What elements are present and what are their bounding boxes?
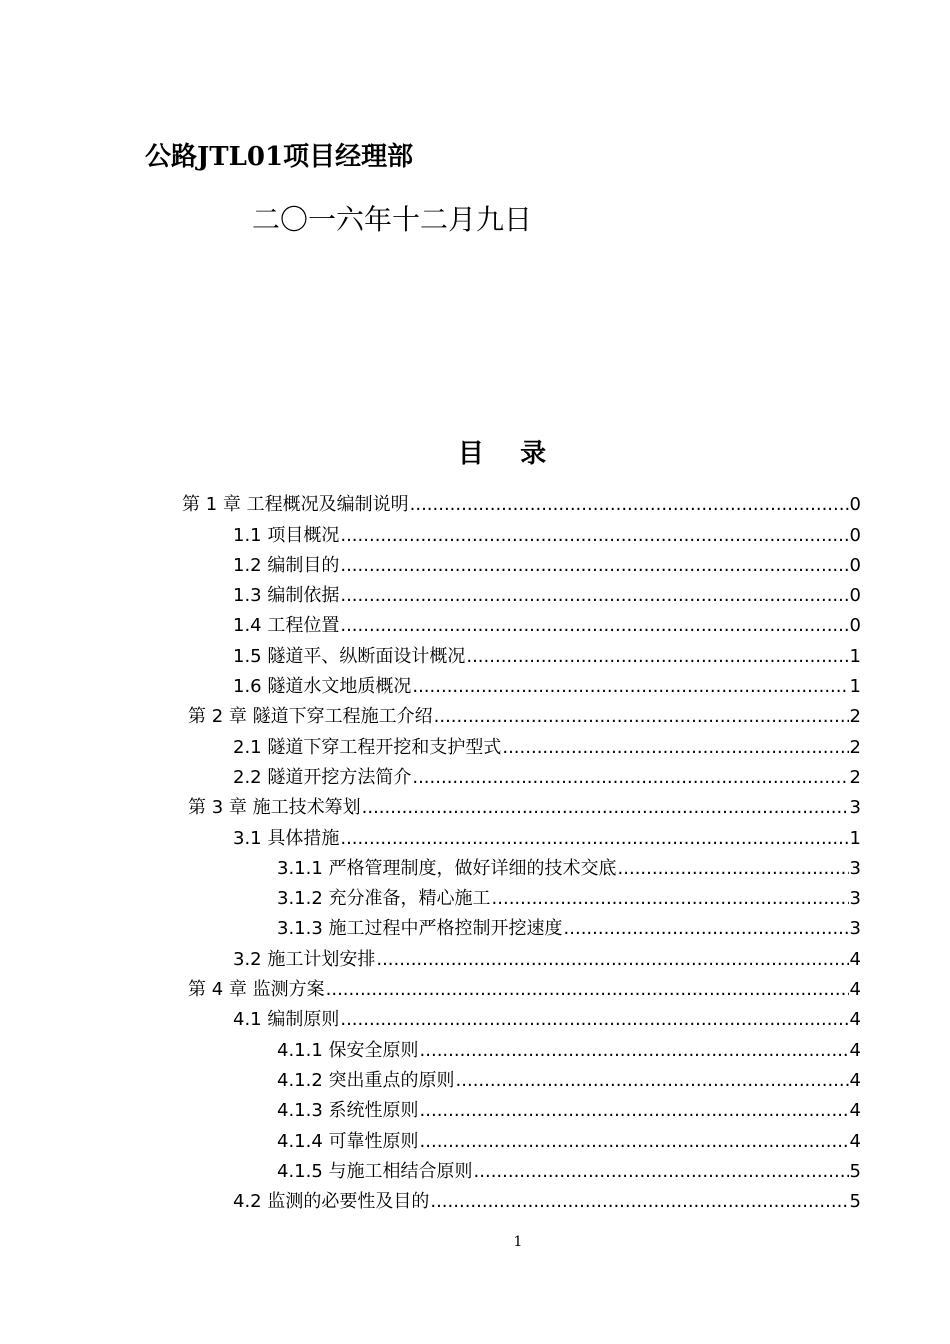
toc-entry[interactable]: [0, 699, 861, 729]
toc-entry-label: 3.2 施工计划安排: [233, 948, 376, 970]
organization-title: 公路JTL01项目经理部: [145, 142, 414, 172]
toc-entry-label: 4.1 编制原则: [233, 1009, 340, 1031]
toc-dot-leader: [618, 857, 849, 881]
toc-entry-page: 4: [849, 948, 861, 970]
toc-entry-page: 2: [849, 736, 861, 758]
toc-dot-leader: [412, 675, 848, 699]
toc-entry-label: 第 4 章 监测方案: [188, 979, 325, 1001]
toc-entry[interactable]: [0, 760, 861, 790]
toc-entry[interactable]: [0, 1123, 861, 1153]
toc-dot-leader: [362, 796, 849, 820]
toc-entry-page: 3: [849, 888, 861, 910]
document-date: 二〇一六年十二月九日: [252, 203, 533, 236]
toc-entry-page: 2: [849, 706, 861, 728]
toc-entry-label: 1.2 编制目的: [233, 554, 340, 576]
toc-dot-leader: [474, 1160, 849, 1184]
page-number: 1: [513, 1234, 523, 1250]
toc-dot-leader: [456, 1069, 849, 1093]
toc-entry[interactable]: [0, 517, 861, 547]
toc-dot-leader: [340, 524, 848, 548]
toc-entry-page: 4: [849, 1100, 861, 1122]
toc-entry-page: 0: [849, 585, 861, 607]
toc-entry-label: 1.5 隧道平、纵断面设计概况: [233, 645, 466, 667]
toc-dot-leader: [420, 1130, 849, 1154]
toc-entry-page: 5: [849, 1160, 861, 1182]
toc-entry[interactable]: [0, 1154, 861, 1184]
toc-entry-label: 第 2 章 隧道下穿工程施工介绍: [188, 706, 433, 728]
toc-entry-page: 1: [849, 827, 861, 849]
toc-dot-leader: [466, 645, 848, 669]
toc-entry[interactable]: [0, 851, 861, 881]
toc-dot-leader: [376, 948, 848, 972]
toc-entry[interactable]: [0, 1093, 861, 1123]
toc-entry-label: 1.1 项目概况: [233, 524, 340, 546]
toc-entry-page: 4: [849, 1009, 861, 1031]
toc-entry-page: 2: [849, 766, 861, 788]
toc-entry[interactable]: [0, 941, 861, 971]
toc-entry-label: 第 3 章 施工技术筹划: [188, 797, 361, 819]
toc-entry-label: 3.1.3 施工过程中严格控制开挖速度: [277, 918, 563, 940]
toc-entry-page: 1: [849, 645, 861, 667]
toc-entry[interactable]: [0, 638, 861, 668]
toc-entry-label: 1.3 编制依据: [233, 585, 340, 607]
toc-entry-page: 0: [849, 524, 861, 546]
toc-entry[interactable]: [0, 972, 861, 1002]
toc-entry[interactable]: [0, 729, 861, 759]
toc-entry-label: 2.1 隧道下穿工程开挖和支护型式: [233, 736, 502, 758]
toc-dot-leader: [434, 705, 849, 729]
toc-entry[interactable]: [0, 548, 861, 578]
toc-dot-leader: [340, 1008, 848, 1032]
toc-dot-leader: [340, 584, 848, 608]
toc-entry[interactable]: [0, 1032, 861, 1062]
toc-entry[interactable]: [0, 1063, 861, 1093]
toc-entry[interactable]: [0, 820, 861, 850]
toc-entry-page: 1: [849, 676, 861, 698]
toc-entry-page: 4: [849, 1130, 861, 1152]
toc-entry-page: 0: [849, 554, 861, 576]
toc-entry[interactable]: [0, 487, 861, 517]
toc-entry-label: 1.6 隧道水文地质概况: [233, 676, 412, 698]
toc-dot-leader: [412, 766, 848, 790]
toc-dot-leader: [564, 917, 849, 941]
toc-entry-label: 3.1 具体措施: [233, 827, 340, 849]
toc-heading: 目 录: [457, 439, 547, 469]
toc-dot-leader: [340, 554, 848, 578]
toc-entry-label: 4.1.5 与施工相结合原则: [277, 1160, 473, 1182]
toc-dot-leader: [420, 1099, 849, 1123]
toc-entry-label: 3.1.2 充分准备，精心施工: [277, 888, 491, 910]
toc-dot-leader: [420, 1039, 849, 1063]
toc-entry-page: 3: [849, 918, 861, 940]
toc-dot-leader: [410, 493, 849, 517]
toc-entry-label: 4.1.4 可靠性原则: [277, 1130, 419, 1152]
toc-entry-label: 4.1.3 系统性原则: [277, 1100, 419, 1122]
toc-entry-label: 4.1.2 突出重点的原则: [277, 1069, 455, 1091]
toc-entry-page: 0: [849, 494, 861, 516]
toc-dot-leader: [502, 736, 848, 760]
toc-entry-label: 4.2 监测的必要性及目的: [233, 1191, 430, 1213]
toc-entry-label: 第 1 章 工程概况及编制说明: [182, 494, 409, 516]
toc-entry-label: 4.1.1 保安全原则: [277, 1039, 419, 1061]
toc-entry-page: 4: [849, 979, 861, 1001]
toc-entry-page: 4: [849, 1069, 861, 1091]
toc-entry-page: 4: [849, 1039, 861, 1061]
toc-dot-leader: [492, 887, 849, 911]
toc-entry[interactable]: [0, 669, 861, 699]
toc-dot-leader: [430, 1190, 848, 1214]
toc-entry-page: 5: [849, 1191, 861, 1213]
toc-entry[interactable]: [0, 881, 861, 911]
toc-entry-label: 1.4 工程位置: [233, 615, 340, 637]
toc-entry-page: 3: [849, 797, 861, 819]
toc-dot-leader: [326, 978, 849, 1002]
toc-entry[interactable]: [0, 790, 861, 820]
toc-entry-label: 3.1.1 严格管理制度，做好详细的技术交底: [277, 857, 617, 879]
toc-dot-leader: [340, 614, 848, 638]
toc-entry[interactable]: [0, 911, 861, 941]
toc-entry-page: 3: [849, 857, 861, 879]
toc-entry[interactable]: [0, 608, 861, 638]
toc-entry-label: 2.2 隧道开挖方法简介: [233, 766, 412, 788]
table-of-contents: [0, 487, 950, 1214]
toc-dot-leader: [340, 827, 848, 851]
toc-entry[interactable]: [0, 1002, 861, 1032]
toc-entry[interactable]: [0, 578, 861, 608]
toc-entry-page: 0: [849, 615, 861, 637]
toc-entry[interactable]: [0, 1184, 861, 1214]
